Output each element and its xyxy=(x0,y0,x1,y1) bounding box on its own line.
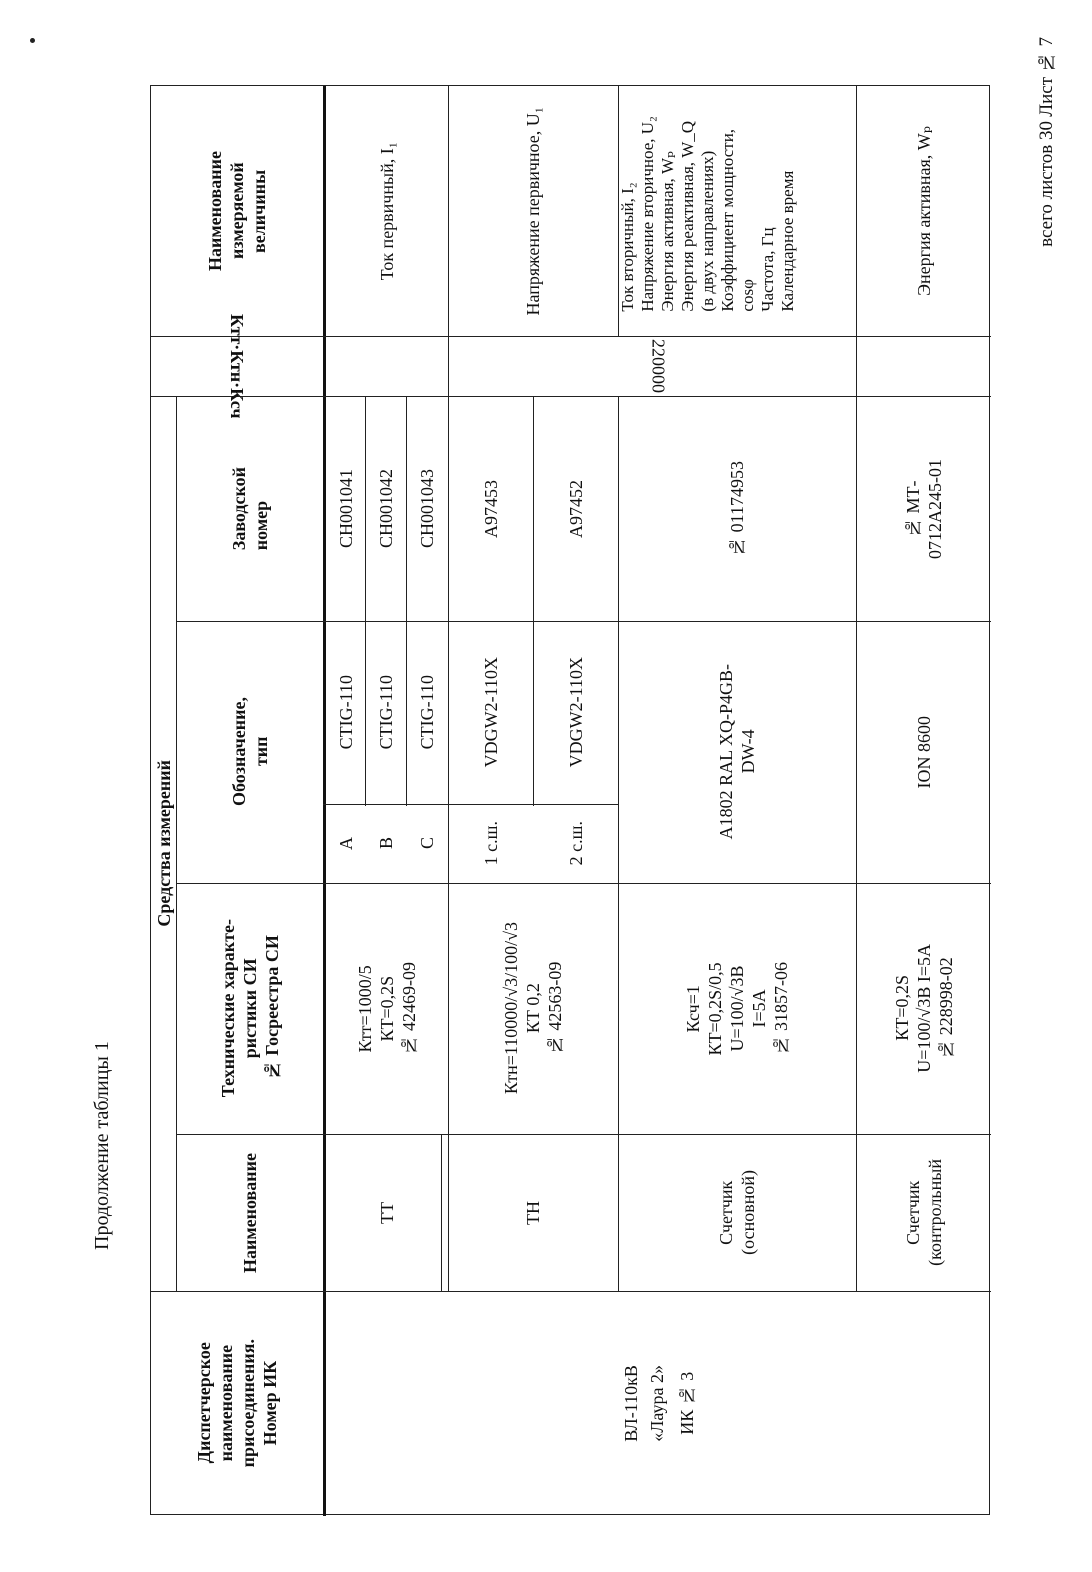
scan-speck xyxy=(30,38,35,43)
tt-phase-b: B xyxy=(375,837,396,850)
sheet-info xyxy=(1002,12,1092,272)
tn-type-1: VDGW2-110X xyxy=(480,657,501,768)
connection-line: ВЛ-110кВ xyxy=(620,1365,641,1442)
tn-section-1: 1 с.ш. xyxy=(480,821,501,866)
tt-type-a: CTIG-110 xyxy=(335,675,356,750)
total-sheets: всего листов 30 xyxy=(1036,120,1057,247)
header-coefficient: Ктт·Ктн·Ксч xyxy=(227,313,247,419)
meter-main-name: Счетчик (основной) xyxy=(716,1170,758,1255)
tt-phase-a: A xyxy=(335,837,356,850)
header-measurement-means: Средства измерений xyxy=(153,760,174,927)
tn-serial-1: A97453 xyxy=(480,479,501,538)
tt-phase-c: C xyxy=(417,837,437,850)
table-continuation-label: Продолжение таблицы 1 xyxy=(91,1041,113,1250)
connection-cell xyxy=(326,1291,991,1516)
coefficient-value: 220000 xyxy=(648,339,669,393)
tt-name: ТТ xyxy=(377,1201,397,1224)
table-continuation-caption xyxy=(90,750,150,1250)
measurement-table xyxy=(150,85,990,1515)
sheet-number: Лист № 7 xyxy=(1036,37,1057,117)
tn-type-2: VDGW2-110X xyxy=(565,657,586,768)
meter-control-specs: КТ=0,2S U=100/√3В I=5А № 228998-02 xyxy=(891,944,956,1073)
meter-main-specs: Ксч=1 КТ=0,2S/0,5 U=100/√3В I=5А № 31857-06 xyxy=(683,961,791,1056)
tn-serial-2: A97452 xyxy=(565,479,586,538)
header-designation: Обозначение, тип xyxy=(228,697,271,807)
connection-name: «Лаура 2» xyxy=(646,1365,667,1442)
coefficient-value-cell xyxy=(326,336,991,396)
meter-control-name: Счетчик (контрольный xyxy=(902,1159,945,1266)
tt-serial-c: CH001043 xyxy=(417,468,437,548)
connection-ik: ИК № 3 xyxy=(676,1372,697,1436)
meter-control-serial: № МТ- 0712А245-01 xyxy=(902,458,945,559)
meter-main-quantities: Ток вторичный, I₂ Напряжение вторичное, U₂ Энергия активная, Wₚ Энергия реактивная, W_Q (в двух направлениях) Коэффициент мощности, cosφ Частота, Гц Календарное время xyxy=(618,116,797,312)
tn-specs: Ктн=110000/√3/100/√3 КТ 0,2 № 42563-09 xyxy=(501,922,565,1095)
meter-control-quantity: Энергия активная, Wₚ xyxy=(913,126,934,296)
tt-serial-a: CH001041 xyxy=(335,468,356,548)
header-measured-quantity: Наименование измеряемой величины xyxy=(205,151,269,271)
meter-main-serial: № 01174953 xyxy=(727,460,747,557)
tt-type-b: CTIG-110 xyxy=(375,675,396,750)
header-name: Наименование xyxy=(239,1152,260,1273)
tn-section-2: 2 с.ш. xyxy=(565,821,586,866)
tt-quantity: Ток первичный, I₁ xyxy=(377,141,397,281)
tt-specs: Ктт=1000/5 КТ=0,2S № 42469-09 xyxy=(355,961,419,1056)
header-dispatch-name: Диспетчерское наименование присоединения. Номер ИК xyxy=(194,1339,280,1468)
meter-main-type: A1802 RAL XQ-P4GB- DW-4 xyxy=(716,664,758,840)
tn-name: ТН xyxy=(523,1200,543,1225)
tt-type-c: CTIG-110 xyxy=(417,675,437,750)
tt-serial-b: CH001042 xyxy=(375,468,396,548)
header-tech-specs: Технические характе- ристики СИ № Госреестра СИ xyxy=(217,919,282,1098)
tn-quantity: Напряжение первичное, U₁ xyxy=(523,106,543,316)
meter-control-type: ION 8600 xyxy=(913,715,934,789)
header-serial: Заводской номер xyxy=(228,466,271,551)
